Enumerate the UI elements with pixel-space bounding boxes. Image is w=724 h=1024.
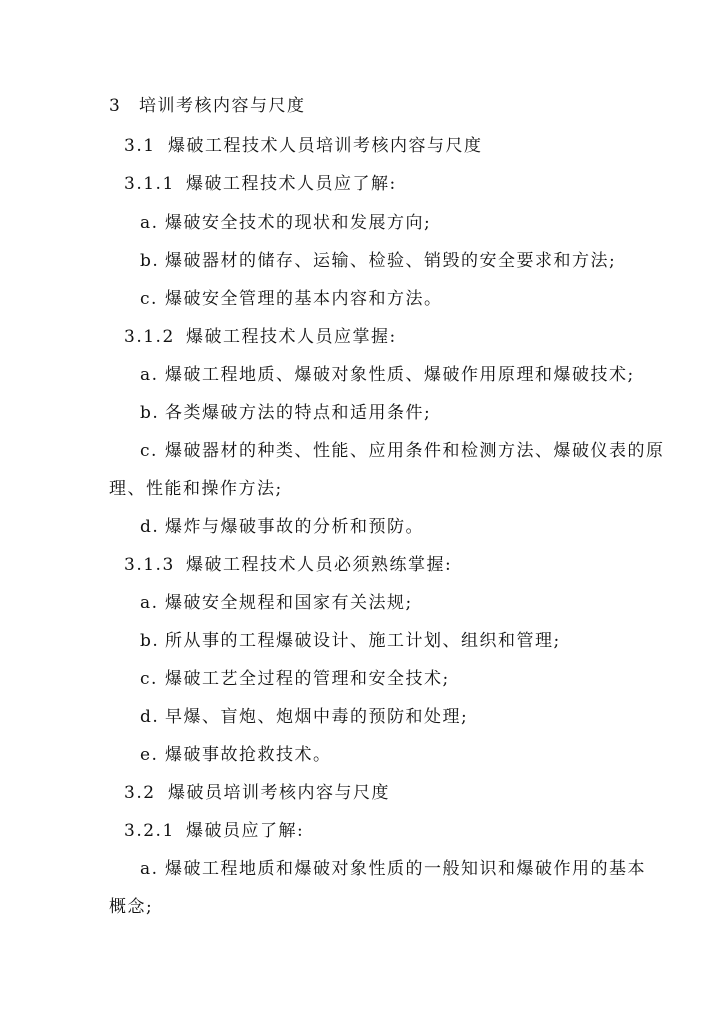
list-item-continuation — [109, 897, 153, 917]
item-text: 爆破器材的储存、运输、检验、销毁的安全要求和方法; — [165, 251, 617, 271]
list-item — [140, 441, 665, 461]
item-text: 爆破安全规程和国家有关法规; — [165, 593, 413, 613]
item-text: 各类爆破方法的特点和适用条件; — [165, 403, 432, 423]
item-text: 爆炸与爆破事故的分析和预防。 — [165, 517, 424, 537]
item-marker: c. — [140, 441, 158, 461]
item-marker: d. — [140, 517, 160, 537]
list-item — [140, 517, 424, 537]
item-marker: c. — [140, 289, 158, 309]
item-marker: b. — [140, 631, 160, 651]
item-marker: a. — [140, 213, 159, 233]
section-title: 培训考核内容与尺度 — [139, 96, 306, 116]
item-text: 爆破事故抢救技术。 — [165, 745, 332, 765]
item-marker: d. — [140, 707, 160, 727]
list-item — [140, 669, 450, 689]
list-item — [140, 859, 646, 879]
clause-heading — [124, 174, 397, 194]
item-text: 爆破安全技术的现状和发展方向; — [165, 213, 432, 233]
list-item-continuation — [109, 479, 283, 499]
item-marker: a. — [140, 593, 159, 613]
item-text: 爆破工程地质和爆破对象性质的一般知识和爆破作用的基本 — [165, 859, 646, 879]
clause-title: 爆破工程技术人员应掌握: — [186, 327, 397, 347]
section-heading — [109, 96, 306, 116]
clause-number: 3.2.1 — [124, 821, 175, 841]
clause-title: 爆破工程技术人员必须熟练掌握: — [186, 555, 453, 575]
section-number: 3 — [109, 96, 122, 116]
list-item — [140, 593, 413, 613]
item-text: 早爆、盲炮、炮烟中毒的预防和处理; — [165, 707, 469, 727]
subsection-title: 爆破工程技术人员培训考核内容与尺度 — [168, 136, 483, 156]
list-item — [140, 289, 443, 309]
list-item — [140, 251, 616, 271]
item-text: 概念; — [109, 897, 154, 917]
subsection-number: 3.1 — [124, 136, 156, 156]
item-marker: c. — [140, 669, 158, 689]
item-text: 爆破器材的种类、性能、应用条件和检测方法、爆破仪表的原 — [165, 441, 665, 461]
item-text: 爆破工程地质、爆破对象性质、爆破作用原理和爆破技术; — [165, 365, 635, 385]
item-text: 理、性能和操作方法; — [109, 479, 283, 499]
clause-number: 3.1.2 — [124, 327, 175, 347]
clause-number: 3.1.1 — [124, 174, 175, 194]
item-marker: a. — [140, 365, 159, 385]
list-item — [140, 213, 431, 233]
subsection-heading — [124, 136, 483, 156]
item-marker: b. — [140, 403, 160, 423]
clause-heading — [124, 327, 397, 347]
clause-title: 爆破工程技术人员应了解: — [186, 174, 397, 194]
list-item — [140, 707, 468, 727]
item-text: 爆破安全管理的基本内容和方法。 — [165, 289, 443, 309]
item-text: 所从事的工程爆破设计、施工计划、组织和管理; — [165, 631, 561, 651]
clause-heading — [124, 821, 304, 841]
subsection-title: 爆破员培训考核内容与尺度 — [168, 783, 390, 803]
item-marker: b. — [140, 251, 160, 271]
clause-heading — [124, 555, 452, 575]
list-item — [140, 365, 635, 385]
clause-title: 爆破员应了解: — [186, 821, 305, 841]
item-marker: a. — [140, 859, 159, 879]
item-text: 爆破工艺全过程的管理和安全技术; — [165, 669, 450, 689]
subsection-heading — [124, 783, 390, 803]
clause-number: 3.1.3 — [124, 555, 175, 575]
list-item — [140, 745, 332, 765]
list-item — [140, 403, 431, 423]
item-marker: e. — [140, 745, 159, 765]
list-item — [140, 631, 561, 651]
subsection-number: 3.2 — [124, 783, 156, 803]
